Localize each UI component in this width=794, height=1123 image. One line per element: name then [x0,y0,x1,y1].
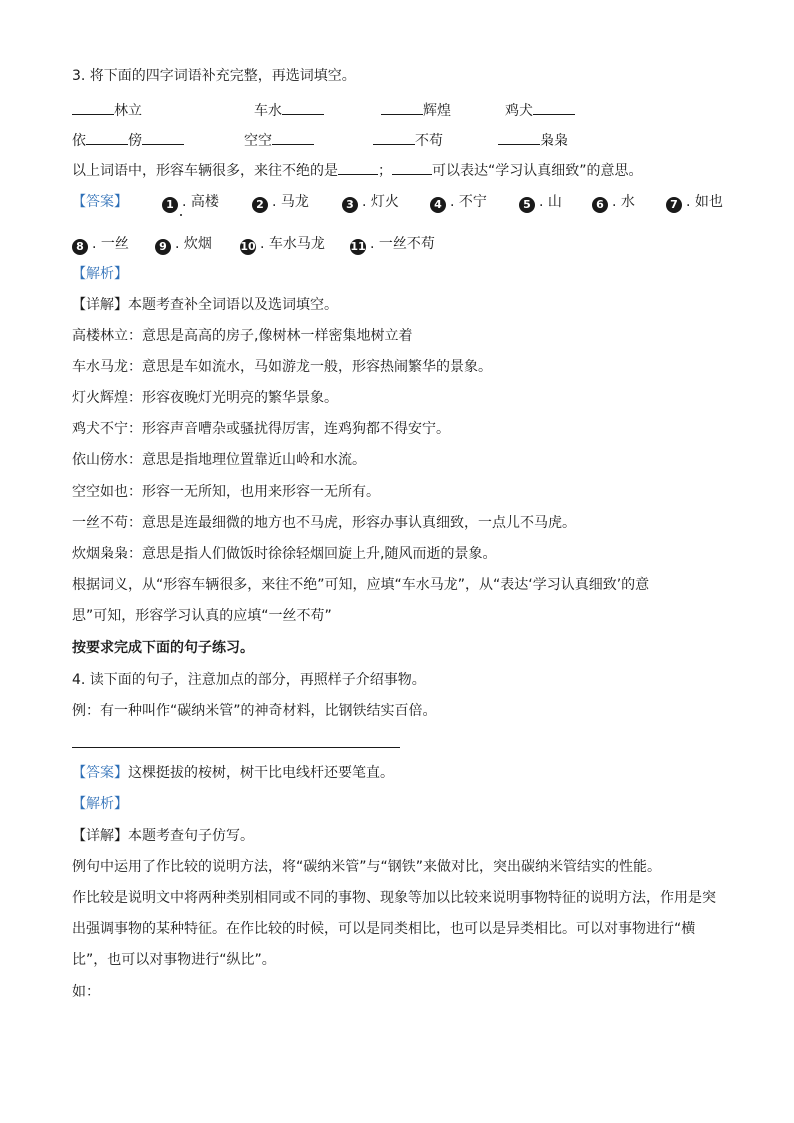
analysis-line: 例句中运用了作比较的说明方法，将“碳纳米管”与“钢铁”来做对比，突出碳纳米管结实的性能。 [72,859,662,875]
word-fragment: 枭枭 [540,133,568,149]
q3-title: 3. 将下面的四字词语补充完整，再选词填空。 [72,68,356,84]
answer-item: 7 . 如也 [666,192,723,213]
answer-item: 6 . 水 [592,192,635,213]
answer-tag: 【答案】 [72,765,128,781]
answer-item: 3 . 灯火 [342,192,399,213]
analysis-line: 灯火辉煌：形容夜晚灯光明亮的繁华景象。 [72,390,338,406]
word-fragment: 傍 [128,133,142,149]
answer-item: 11 . 一丝不苟 [350,236,435,253]
blank [392,160,432,175]
word-fragment: 林立 [114,103,142,119]
analysis-line: 鸡犬不宁：形容声音嘈杂或骚扰得厉害，连鸡狗都不得安宁。 [72,421,450,437]
analysis-line: 车水马龙：意思是车如流水，马如游龙一般，形容热闹繁华的景象。 [72,359,492,375]
analysis-line: 炊烟枭枭：意思是指人们做饭时徐徐轻烟回旋上升,随风而逝的景象。 [72,546,497,562]
answer-item: 9 . 炊烟 [155,234,212,255]
analysis-tag: 【解析】 [72,266,128,282]
word-fragment: 不苟 [415,133,443,149]
analysis-line: 依山傍水：意思是指地理位置靠近山岭和水流。 [72,452,366,468]
analysis-line: 高楼林立：意思是高高的房子,像树林一样密集地树立着 [72,328,413,344]
answer-item: 1 . 高楼 [162,192,219,213]
q4-title: 4. 读下面的句子，注意加点的部分，再照样子介绍事物。 [72,672,426,688]
answer4-line: 【答案】这棵挺拔的桉树，树干比电线杆还要笔直。 [72,765,394,781]
answer-item: 10 . 车水马龙 [240,236,325,253]
analysis-tag: 【解析】 [72,796,128,812]
word-fragment: 鸡犬 [505,103,533,119]
word-fragment: 空空 [244,133,272,149]
detail-line: 【详解】本题考查补全词语以及选词填空。 [72,297,338,313]
blank [373,130,415,145]
detail-line: 【详解】本题考查句子仿写。 [72,828,254,844]
answer-item: 8 . 一丝 [72,234,129,255]
stray-dot [180,214,182,216]
blank [142,130,184,145]
analysis-line: 作比较是说明文中将两种类别相同或不同的事物、现象等加以比较来说明事物特征的说明方法，作用是突 [72,890,716,906]
blank [86,130,128,145]
answer-line [72,747,400,748]
analysis-line: 空空如也：形容一无所知，也用来形容一无所有。 [72,484,380,500]
section-heading: 按要求完成下面的句子练习。 [72,640,254,656]
analysis-line: 出强调事物的某种特征。在作比较的时候，可以是同类相比，也可以是异类相比。可以对事物进行“横 [72,921,696,937]
answer-tag: 【答案】 [72,194,128,210]
analysis-line: 思”可知，形容学习认真的应填“一丝不苟” [72,608,332,624]
blank [72,100,114,115]
q4-example: 例：有一种叫作“碳纳米管”的神奇材料，比钢铁结实百倍。 [72,703,437,719]
analysis-line: 如： [72,984,100,1000]
analysis-line: 比”，也可以对事物进行“纵比”。 [72,952,276,968]
blank [498,130,540,145]
word-fragment: 辉煌 [423,103,451,119]
answer-item: 5 . 山 [519,192,562,213]
blank [338,160,378,175]
analysis-line: 一丝不苟：意思是连最细微的地方也不马虎，形容办事认真细致，一点儿不马虎。 [72,515,576,531]
q3-fill-sentence: 以上词语中，形容车辆很多，来往不绝的是 ； 可以表达“学习认真细致”的意思。 [72,160,643,181]
word-fragment: 车水 [254,103,282,119]
word-fragment: 依 [72,133,86,149]
blank [381,100,423,115]
answer-item: 4 . 不宁 [430,192,487,213]
blank [533,100,575,115]
answer-item: 2 . 马龙 [252,192,309,213]
analysis-line: 根据词义，从“形容车辆很多，来往不绝”可知，应填“车水马龙”，从“表达‘学习认真细致’的意 [72,577,650,593]
blank [282,100,324,115]
blank [272,130,314,145]
